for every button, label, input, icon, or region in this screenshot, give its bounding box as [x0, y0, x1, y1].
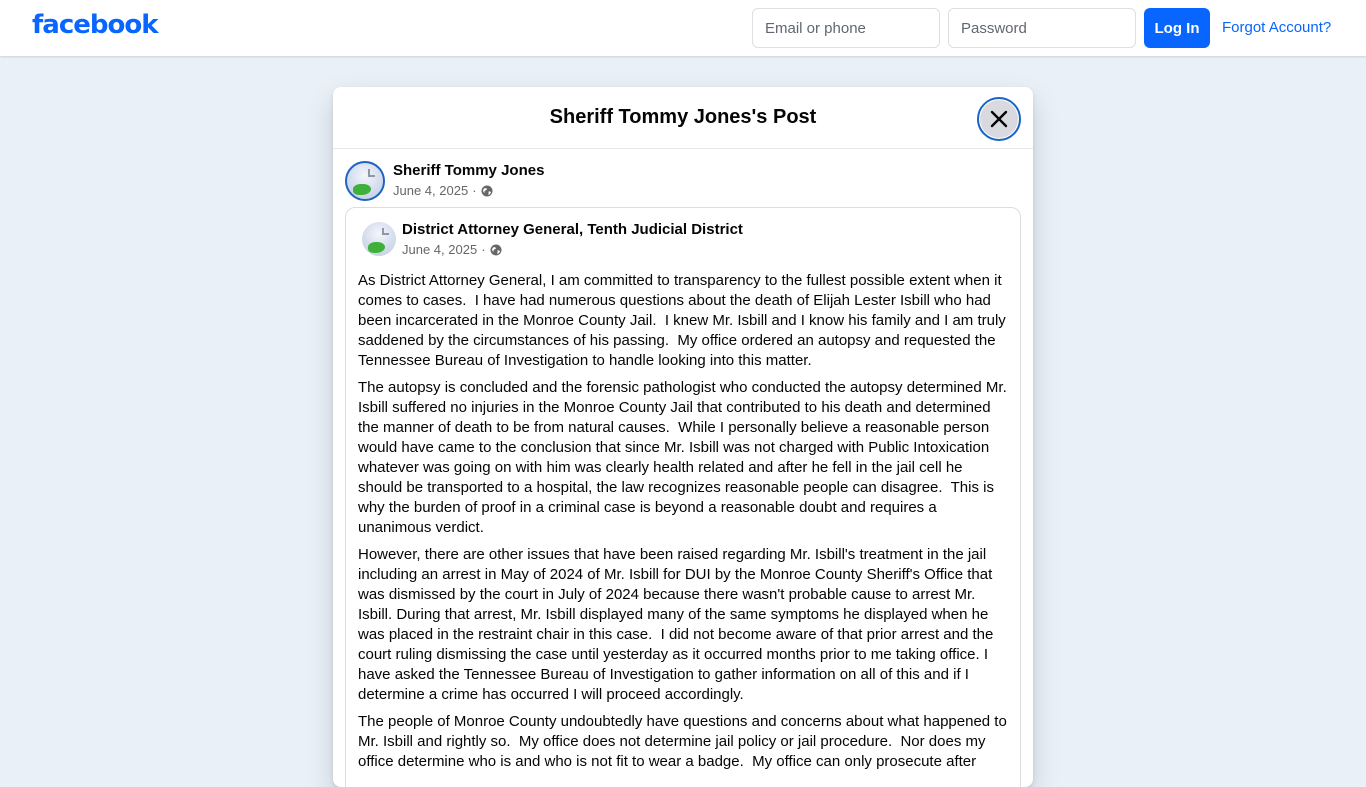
globe-icon [481, 185, 493, 197]
poster-name[interactable]: Sheriff Tommy Jones [393, 162, 545, 179]
top-navigation-bar [0, 0, 1366, 56]
image-placeholder-grass [368, 242, 385, 253]
close-icon [990, 110, 1008, 128]
email-field[interactable] [752, 8, 940, 48]
post-date[interactable]: June 4, 2025 [393, 183, 469, 198]
shared-post-card [345, 207, 1021, 787]
password-field[interactable] [948, 8, 1136, 48]
body-paragraph: The autopsy is concluded and the forensic pathologist who conducted the autopsy determined Mr. Isbill suffered no injuries in the Monroe County Jail that contributed to his death and determined the manner of death to be from natural causes. While I personally believe a reasonable person would have came to the conclusion that since Mr. Isbill was not charged with Public Intoxication whatever was going on with him was clearly health related and after he fell in the jail cell he should be transported to a hospital, the law recognizes reasonable people can disagree. This is why the burden of proof in a criminal case is beyond a reasonable doubt and requires a unanimous verdict. [358, 379, 1011, 536]
meta-separator: · [481, 242, 486, 257]
shared-author-avatar[interactable] [362, 222, 396, 256]
dialog-header [333, 87, 1033, 149]
meta-separator: · [472, 183, 477, 198]
login-button[interactable]: Log In [1144, 8, 1210, 48]
globe-icon [490, 244, 502, 256]
facebook-logo[interactable]: facebook [32, 10, 158, 40]
shared-post-meta [402, 242, 502, 257]
forgot-account-link[interactable]: Forgot Account? [1222, 19, 1332, 36]
shared-post-body [358, 271, 1010, 779]
poster-avatar[interactable] [345, 161, 385, 201]
dialog-title: Sheriff Tommy Jones's Post [549, 106, 817, 128]
image-placeholder-fold [368, 169, 375, 176]
post-dialog [333, 87, 1033, 787]
post-meta [393, 183, 493, 198]
body-paragraph: The people of Monroe County undoubtedly have questions and concerns about what happened to Mr. Isbill and rightly so. My office does not determine jail policy or jail procedure. Nor does my office determine who is and who is not fit to wear a badge. My office can only prosecute after [358, 713, 1011, 770]
body-paragraph: However, there are other issues that have been raised regarding Mr. Isbill's treatment in the jail including an arrest in May of 2024 of Mr. Isbill for DUI by the Monroe County Sheriff's Office that was dismissed by the court in July of 2024 because there wasn't probable cause to arrest Mr. Isbill. During that arrest, Mr. Isbill displayed many of the same symptoms he displayed when he was placed in the restraint chair in this case. I did not become aware of that prior arrest and the court ruling dismissing the case until yesterday as it occurred months prior to me taking office. I have asked the Tennessee Bureau of Investigation to gather information on all of this and if I determine a crime has occurred I will proceed accordingly. [358, 546, 998, 703]
close-button[interactable] [977, 97, 1021, 141]
shared-author-name[interactable]: District Attorney General, Tenth Judicial District [402, 221, 743, 238]
shared-post-date[interactable]: June 4, 2025 [402, 242, 478, 257]
body-paragraph: As District Attorney General, I am committed to transparency to the fullest possible extent when it comes to cases. I have had numerous questions about the death of Elijah Lester Isbill who had been incarcerated in the Monroe County Jail. I knew Mr. Isbill and I know his family and I am truly saddened by the circumstances of his passing. My office ordered an autopsy and requested the Tennessee Bureau of Investigation to handle looking into this matter. [358, 272, 1010, 369]
image-placeholder-fold [382, 228, 389, 235]
image-placeholder-grass [353, 184, 371, 196]
